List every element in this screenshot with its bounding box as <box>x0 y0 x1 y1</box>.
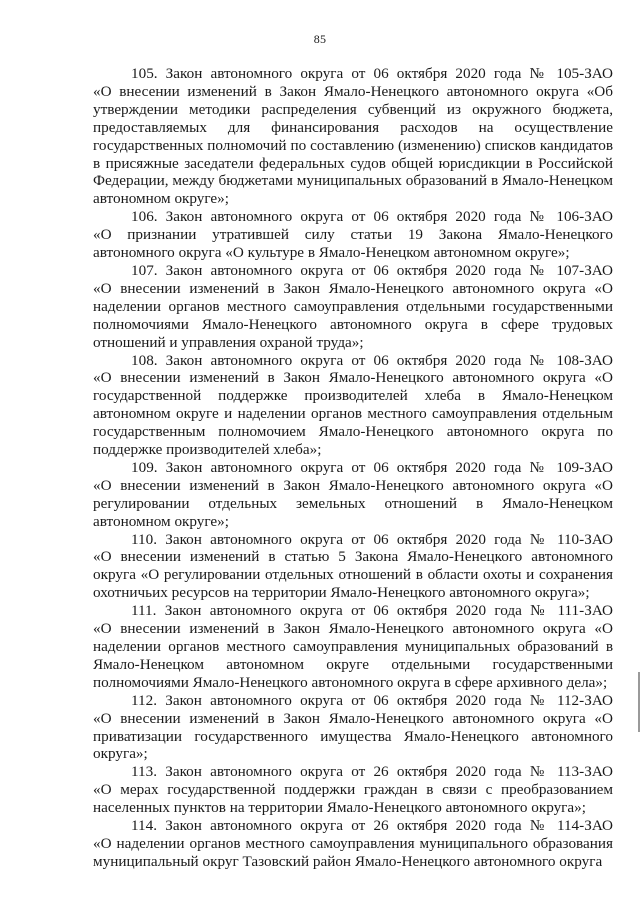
list-item <box>93 262 613 352</box>
entry-heading: 105. Закон автономного округа от 06 октября 2020 года № 105-ЗАО <box>131 65 613 82</box>
list-item <box>93 208 613 262</box>
list-item <box>93 531 613 603</box>
list-item <box>93 817 613 871</box>
list-item <box>93 763 613 817</box>
entry-text: «О наделении органов местного самоуправления муниципального образования муниципальный округ Тазовский район Ямало-Ненецкого автономного округа <box>93 834 613 870</box>
entry-text: «О внесении изменений в Закон Ямало-Ненецкого автономного округа «О наделении органов местного самоуправления муниципальных образований в Ямало-Ненецком автономном округе отдельными государственными полномочиями Ямало-Ненецкого автономного округа в сфере архивного дела»; <box>93 620 613 691</box>
entry-text: «О внесении изменений в Закон Ямало-Ненецкого автономного округа «О наделении органов местного самоуправления отдельными государственными полномочиями Ямало-Ненецкого автономного округа в сфере трудовых отношений и управления охраной труда»; <box>93 279 613 351</box>
list-item <box>93 352 613 459</box>
entry-text: «О признании утратившей силу статьи 19 Закона Ямало-Ненецкого автономного округа «О культуре в Ямало-Ненецком автономном округе»; <box>93 226 613 262</box>
entry-text: «О внесении изменений в Закон Ямало-Ненецкого автономного округа «Об утверждении методики распределения субвенций из окружного бюджета, предоставляемых для финансирования расходов на осуществление государственных полномочий по составлению (изменению) списков кандидатов в присяжные заседатели федеральных судов общей юрисдикции в Российской Федерации, между бюджетами муниципальных образований в Ямало-Ненецком автономном округе»; <box>93 82 613 208</box>
list-item <box>93 602 613 692</box>
entry-text: «О мерах государственной поддержки граждан в связи с преобразованием населенных пунктов на территории Ямало-Ненецкого автономного округа»; <box>93 781 613 817</box>
list-item <box>93 459 613 531</box>
entry-heading: 113. Закон автономного округа от 26 октября 2020 года № 113-ЗАО <box>131 763 613 781</box>
entry-heading: 114. Закон автономного округа от 26 октября 2020 года № 114-ЗАО <box>131 817 613 835</box>
entry-heading: 110. Закон автономного округа от 06 октября 2020 года № 110-ЗАО <box>131 530 613 548</box>
entry-text: «О внесении изменений в Закон Ямало-Ненецкого автономного округа «О приватизации государственного имущества Ямало-Ненецкого автономного округа»; <box>93 709 613 763</box>
entry-heading: 108. Закон автономного округа от 06 октября 2020 года № 108-ЗАО <box>131 351 613 369</box>
page-number: 85 <box>313 32 327 46</box>
entry-text: «О внесении изменений в статью 5 Закона Ямало-Ненецкого автономного округа «О регулировании отдельных отношений в области охоты и сохранения охотничьих ресурсов на территории Ямало-Ненецкого автономного округа»; <box>93 548 613 602</box>
entry-heading: 112. Закон автономного округа от 06 октября 2020 года № 112-ЗАО <box>131 691 613 709</box>
entry-text: «О внесении изменений в Закон Ямало-Ненецкого автономного округа «О регулировании отдельных земельных отношений в Ямало-Ненецком автономном округе»; <box>93 476 613 530</box>
entry-heading: 107. Закон автономного округа от 06 октября 2020 года № 107-ЗАО <box>131 261 613 279</box>
entry-heading: 111. Закон автономного округа от 06 октября 2020 года № 111-ЗАО <box>131 602 613 620</box>
list-item <box>93 692 613 764</box>
entry-heading: 109. Закон автономного округа от 06 октября 2020 года № 109-ЗАО <box>131 458 613 476</box>
list-item <box>93 65 613 208</box>
entry-text: «О внесении изменений в Закон Ямало-Ненецкого автономного округа «О государственной поддержке производителей хлеба в Ямало-Ненецком автономном округе и наделении органов местного самоуправления отдельным государственным полномочием Ямало-Ненецкого автономного округа по поддержке производителей хлеба»; <box>93 369 613 459</box>
law-list <box>93 65 613 871</box>
entry-heading: 106. Закон автономного округа от 06 октября 2020 года № 106-ЗАО <box>131 208 613 226</box>
